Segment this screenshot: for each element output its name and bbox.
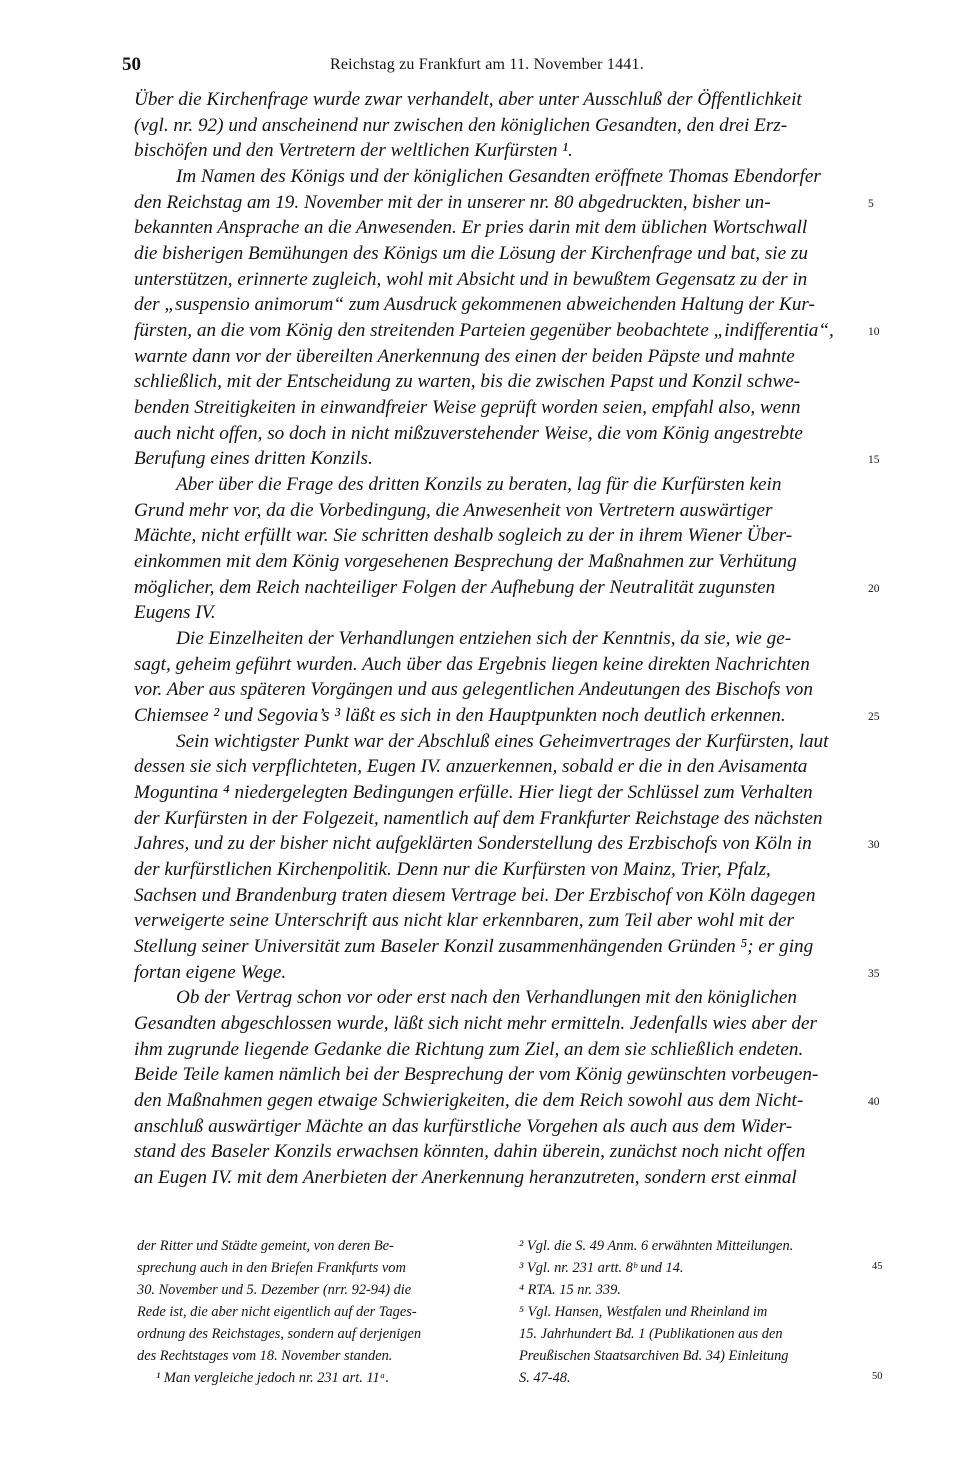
footnote-line: Preußischen Staatsarchiven Bd. 34) Einleitung (519, 1348, 789, 1364)
line-number: 15 (868, 454, 880, 466)
text-line: Moguntina ⁴ niedergelegten Bedingungen erfülle. Hier liegt der Schlüssel zum Verhalten (134, 782, 813, 803)
text-line: ihm zugrunde liegende Gedanke die Richtung zum Ziel, an dem sie schließlich endeten. (134, 1039, 804, 1060)
text-line: Jahres, und zu der bisher nicht aufgeklärten Sonderstellung des Erzbischofs von Köln in (134, 833, 812, 854)
text-line: auch nicht offen, so doch in nicht mißzuverstehender Weise, die vom König angestrebte (134, 423, 803, 444)
text-line: schließlich, mit der Entscheidung zu warten, bis die zwischen Papst und Konzil schwe- (134, 371, 801, 392)
text-line: unterstützen, erinnerte zugleich, wohl mit Absicht und in bewußtem Gegensatz zu der in (134, 269, 808, 290)
page-number: 50 (122, 54, 141, 75)
text-line: Beide Teile kamen nämlich bei der Besprechung der vom König gewünschten vorbeugen- (134, 1064, 819, 1085)
text-line: anschluß auswärtiger Mächte an das kurfürstliche Vorgehen als auch aus dem Wider- (134, 1116, 793, 1137)
footnote-1: ¹ Man vergleiche jedoch nr. 231 art. 11ᵃ. (156, 1370, 390, 1386)
text-line: Gesandten abgeschlossen wurde, läßt sich nicht mehr ermitteln. Jedenfalls wies aber der (134, 1013, 818, 1034)
text-line: stand des Baseler Konzils erwachsen könnten, dahin überein, zunächst noch nicht offen (134, 1141, 806, 1162)
text-line: bekannten Ansprache an die Anwesenden. Er pries darin mit dem üblichen Wortschwall (134, 217, 808, 238)
line-number: 35 (868, 968, 880, 980)
footnote-5: ⁵ Vgl. Hansen, Westfalen und Rheinland im (519, 1304, 768, 1320)
text-line: Im Namen des Königs und der königlichen Gesandten eröffnete Thomas Ebendorfer (176, 166, 821, 187)
text-line: vor. Aber aus späteren Vorgängen und aus gelegentlichen Andeutungen des Bischofs von (134, 679, 813, 700)
text-line: sagt, geheim geführt wurden. Auch über das Ergebnis liegen keine direkten Nachrichten (134, 654, 810, 675)
line-number: 40 (868, 1096, 880, 1108)
page-header (122, 54, 882, 84)
text-line: Eugens IV. (134, 602, 216, 623)
text-line: möglicher, dem Reich nachteiliger Folgen der Aufhebung der Neutralität zugunsten (134, 577, 776, 598)
footnote-line: sprechung auch in den Briefen Frankfurts vom (137, 1260, 406, 1276)
text-line: der Kurfürsten in der Folgezeit, namentlich auf dem Frankfurter Reichstage des nächsten (134, 808, 823, 829)
text-line: Aber über die Frage des dritten Konzils zu beraten, lag für die Kurfürsten kein (176, 474, 782, 495)
line-number: 20 (868, 583, 880, 595)
text-line: Chiemsee ² und Segovia’s ³ läßt es sich in den Hauptpunkten noch deutlich erkennen. (134, 705, 786, 726)
text-line: den Maßnahmen gegen etwaige Schwierigkeiten, die dem Reich sowohl aus dem Nicht- (134, 1090, 804, 1111)
text-line: der „suspensio animorum“ zum Ausdruck gekommenen abweichenden Haltung der Kur- (134, 294, 815, 315)
text-line: den Reichstag am 19. November mit der in unserer nr. 80 abgedruckten, bisher un- (134, 192, 771, 213)
footnote-line: 15. Jahrhundert Bd. 1 (Publikationen aus den (519, 1326, 783, 1342)
text-line: Sein wichtigster Punkt war der Abschluß eines Geheimvertrages der Kurfürsten, laut (176, 731, 829, 752)
text-line: benden Streitigkeiten in einwandfreier Weise geprüft worden seien, empfahl also, wenn (134, 397, 801, 418)
text-line: Grund mehr vor, da die Vorbedingung, die Anwesenheit von Vertretern auswärtiger (134, 500, 773, 521)
text-line: dessen sie sich verpflichteten, Eugen IV. anzuerkennen, sobald er die in den Avisamenta (134, 756, 808, 777)
text-line: Über die Kirchenfrage wurde zwar verhandelt, aber unter Ausschluß der Öffentlichkeit (134, 89, 802, 110)
text-line: die bisherigen Bemühungen des Königs um die Lösung der Kirchenfrage und bat, sie zu (134, 243, 808, 264)
text-line: (vgl. nr. 92) und anscheinend nur zwischen den königlichen Gesandten, den drei Erz- (134, 115, 788, 136)
footnote-line: S. 47-48. (519, 1370, 571, 1386)
text-line: Berufung eines dritten Konzils. (134, 448, 373, 469)
line-number: 50 (872, 1371, 883, 1382)
footnote-line: ordnung des Reichstages, sondern auf derjenigen (137, 1326, 422, 1342)
text-line: Sachsen und Brandenburg traten diesem Vertrage bei. Der Erzbischof von Köln dagegen (134, 885, 816, 906)
footnote-line: 30. November und 5. Dezember (nrr. 92-94) die (137, 1282, 412, 1298)
text-line: verweigerte seine Unterschrift aus nicht klar erkennbaren, zum Teil aber wohl mit der (134, 910, 794, 931)
text-line: an Eugen IV. mit dem Anerbieten der Anerkennung heranzutreten, sondern erst einmal (134, 1167, 797, 1188)
text-line: Die Einzelheiten der Verhandlungen entziehen sich der Kenntnis, da sie, wie ge- (176, 628, 792, 649)
text-line: einkommen mit dem König vorgesehenen Besprechung der Maßnahmen zur Verhütung (134, 551, 797, 572)
line-number: 30 (868, 839, 880, 851)
footnote-2: ² Vgl. die S. 49 Anm. 6 erwähnten Mitteilungen. (519, 1238, 794, 1254)
text-line: bischöfen und den Vertretern der weltlichen Kurfürsten ¹. (134, 140, 573, 161)
footnote-line: Rede ist, die aber nicht eigentlich auf der Tages- (137, 1304, 417, 1320)
text-line: Stellung seiner Universität zum Baseler Konzil zusammenhängenden Gründen ⁵; er ging (134, 936, 814, 957)
line-number: 45 (872, 1261, 883, 1272)
line-number: 5 (868, 198, 874, 210)
line-number: 25 (868, 711, 880, 723)
running-title: Reichstag zu Frankfurt am 11. November 1441. (330, 56, 644, 73)
text-line: Mächte, nicht erfüllt war. Sie schritten deshalb sogleich zu der in ihrem Wiener Über- (134, 525, 793, 546)
text-line: warnte dann vor der übereilten Anerkennung des einen der beiden Päpste und mahnte (134, 346, 795, 367)
footnote-line: des Rechtstages vom 18. November standen. (137, 1348, 393, 1364)
text-line: der kurfürstlichen Kirchenpolitik. Denn nur die Kurfürsten von Mainz, Trier, Pfalz, (134, 859, 771, 880)
footnote-line: der Ritter und Städte gemeint, von deren Be- (137, 1238, 394, 1254)
text-line: fürsten, an die vom König den streitenden Parteien gegenüber beobachtete „indifferentia“, (134, 320, 834, 341)
footnote-4: ⁴ RTA. 15 nr. 339. (519, 1282, 621, 1298)
line-number: 10 (868, 326, 880, 338)
footnote-3: ³ Vgl. nr. 231 artt. 8ᵇ und 14. (519, 1260, 684, 1276)
text-line: Ob der Vertrag schon vor oder erst nach den Verhandlungen mit den königlichen (176, 987, 798, 1008)
text-line: fortan eigene Wege. (134, 962, 287, 983)
